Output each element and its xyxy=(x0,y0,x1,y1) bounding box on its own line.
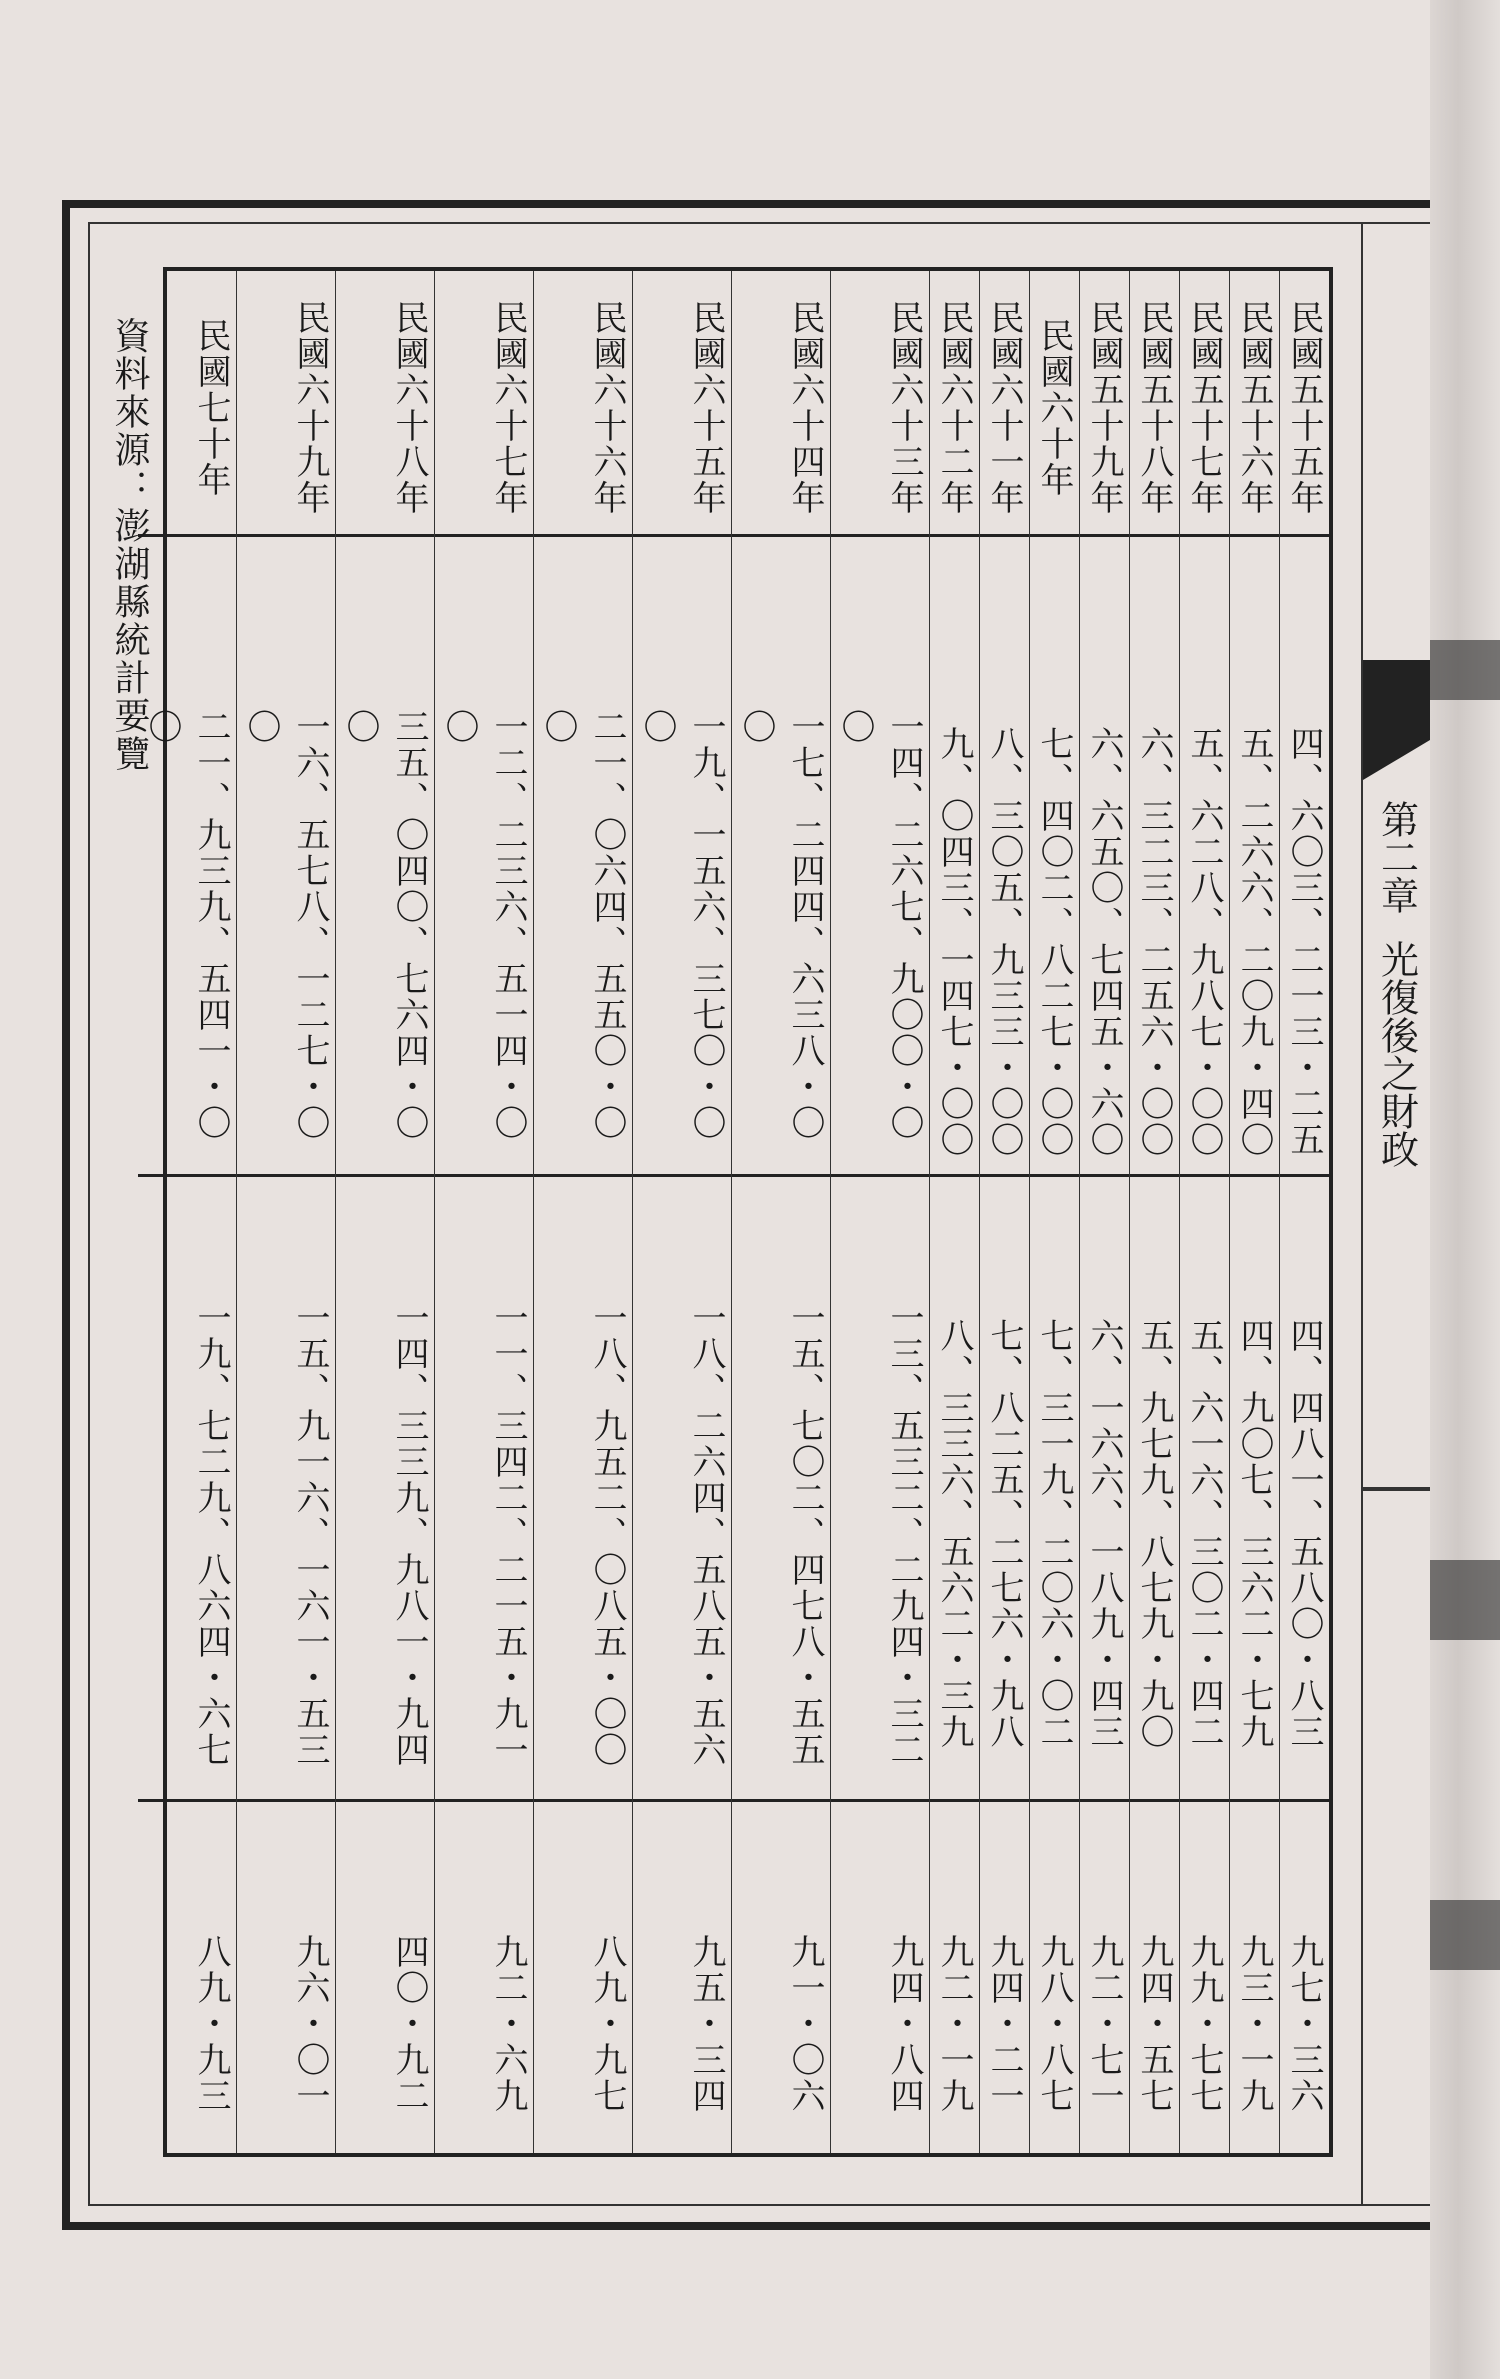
value-cell: 一四、三三九、九八一・九四 xyxy=(336,1177,434,1802)
value-cell: 一九、一五六、三七〇・〇〇 xyxy=(633,537,731,1177)
year-cell: 民國五十六年 xyxy=(1230,271,1279,537)
value-cell: 一六、五七八、一二七・〇〇 xyxy=(237,537,335,1177)
percent-cell: 九二・六九 xyxy=(488,1933,528,2114)
percent-cell: 九一・〇六 xyxy=(785,1933,825,2114)
value-cell: 一九、七二九、八六四・六七 xyxy=(138,1177,236,1802)
value-cell: 八、三三六、五六二・三九 xyxy=(930,1177,979,1802)
value-cell: 七、八二五、二七六・九八 xyxy=(980,1177,1029,1802)
edge-mark xyxy=(1430,1560,1500,1640)
value-cell: 三五、〇四〇、七六四・〇〇 xyxy=(336,537,434,1177)
value-cell: 四、四八一、五八〇・八三 xyxy=(1280,1177,1329,1802)
year-cell: 民國六十九年 xyxy=(237,271,335,537)
value-cell: 一五、七〇二、四七八・五五 xyxy=(732,1177,830,1802)
year-cell: 民國五十七年 xyxy=(1180,271,1229,537)
percent-cell: 九四・五七 xyxy=(1134,1933,1174,2114)
edge-mark xyxy=(1430,1900,1500,1970)
percent-cell: 九六・〇一 xyxy=(290,1933,330,2114)
percent-cell: 九七・三六 xyxy=(1284,1933,1324,2114)
table-column xyxy=(335,271,434,2153)
year-cell: 民國七十年 xyxy=(138,271,236,537)
table-column xyxy=(979,271,1029,2153)
value-cell: 七、四〇二、八二七・〇〇 xyxy=(1030,537,1079,1177)
edge-mark xyxy=(1430,640,1500,700)
year-cell: 民國六十二年 xyxy=(930,271,979,537)
table-column xyxy=(830,271,929,2153)
percent-cell: 九四・二一 xyxy=(984,1933,1024,2114)
value-cell: 五、六一六、三〇二・四二 xyxy=(1180,1177,1229,1802)
percent-cell: 九四・八四 xyxy=(884,1933,924,2114)
table-column xyxy=(236,271,335,2153)
table-column xyxy=(1029,271,1079,2153)
value-cell: 一四、二六七、九〇〇・〇〇 xyxy=(831,537,929,1177)
year-cell: 民國六十年 xyxy=(1030,271,1079,537)
value-cell: 一一、三四二、二一五・九一 xyxy=(435,1177,533,1802)
year-cell: 民國六十八年 xyxy=(336,271,434,537)
source-note: 資料來源：澎湖縣統計要覽 xyxy=(109,317,150,773)
table-column xyxy=(731,271,830,2153)
value-cell: 二一、〇六四、五五〇・〇〇 xyxy=(534,537,632,1177)
year-cell: 民國五十八年 xyxy=(1130,271,1179,537)
year-cell: 民國六十六年 xyxy=(534,271,632,537)
value-cell: 四、九〇七、三六二・七九 xyxy=(1230,1177,1279,1802)
percent-cell: 八九・九三 xyxy=(191,1933,231,2114)
table-column xyxy=(533,271,632,2153)
fiscal-table xyxy=(142,267,1333,2157)
year-cell: 民國六十三年 xyxy=(831,271,929,537)
table-column xyxy=(1229,271,1279,2153)
year-cell: 民國五十九年 xyxy=(1080,271,1129,537)
running-head xyxy=(1363,800,1430,1280)
value-cell: 五、六二八、九八七・〇〇 xyxy=(1180,537,1229,1177)
value-cell: 四、六〇三、二一三・二五 xyxy=(1280,537,1329,1177)
value-cell: 七、三一九、二〇六・〇二 xyxy=(1030,1177,1079,1802)
year-cell: 民國六十七年 xyxy=(435,271,533,537)
table-column xyxy=(1279,271,1329,2153)
year-cell: 民國六十四年 xyxy=(732,271,830,537)
value-cell: 一七、二四四、六三八・〇〇 xyxy=(732,537,830,1177)
value-cell: 二一、九三九、五四一・〇〇 xyxy=(138,537,236,1177)
year-cell: 民國六十五年 xyxy=(633,271,731,537)
chapter-title: 光復後之財政 xyxy=(1374,940,1419,1168)
percent-cell: 九九・七七 xyxy=(1184,1933,1224,2114)
year-cell: 民國六十一年 xyxy=(980,271,1029,537)
percent-cell: 八九・九七 xyxy=(587,1933,627,2114)
percent-cell: 九三・一九 xyxy=(1234,1933,1274,2114)
spine-rule xyxy=(1363,1487,1430,1491)
table-column xyxy=(1129,271,1179,2153)
year-cell: 民國五十五年 xyxy=(1280,271,1329,537)
percent-cell: 九二・七一 xyxy=(1084,1933,1124,2114)
table-column xyxy=(632,271,731,2153)
table-column xyxy=(929,271,979,2153)
value-cell: 六、三二三、二五六・〇〇 xyxy=(1130,537,1179,1177)
chapter-label: 第二章 xyxy=(1374,800,1419,914)
page-edge xyxy=(1430,0,1500,2379)
value-cell: 六、一六六、一八九・四三 xyxy=(1080,1177,1129,1802)
value-cell: 五、九七九、八七九・九〇 xyxy=(1130,1177,1179,1802)
value-cell: 八、三〇五、九三三・〇〇 xyxy=(980,537,1029,1177)
value-cell: 一二、二三六、五一四・〇〇 xyxy=(435,537,533,1177)
value-cell: 一三、五三二、二九四・三二 xyxy=(831,1177,929,1802)
percent-cell: 四〇・九二 xyxy=(389,1933,429,2114)
table-column xyxy=(1179,271,1229,2153)
value-cell: 九、〇四三、一四七・〇〇 xyxy=(930,537,979,1177)
table-column xyxy=(1079,271,1129,2153)
percent-cell: 九二・一九 xyxy=(934,1933,974,2114)
percent-cell: 九八・八七 xyxy=(1034,1933,1074,2114)
table-column xyxy=(434,271,533,2153)
percent-cell: 九五・三四 xyxy=(686,1933,726,2114)
value-cell: 一八、二六四、五八五・五六 xyxy=(633,1177,731,1802)
chapter-tab-mark xyxy=(1363,640,1430,790)
value-cell: 一五、九一六、一六一・五三 xyxy=(237,1177,335,1802)
value-cell: 一八、九五二、〇八五・〇〇 xyxy=(534,1177,632,1802)
value-cell: 六、六五〇、七四五・六〇 xyxy=(1080,537,1129,1177)
value-cell: 五、二六六、二〇九・四〇 xyxy=(1230,537,1279,1177)
